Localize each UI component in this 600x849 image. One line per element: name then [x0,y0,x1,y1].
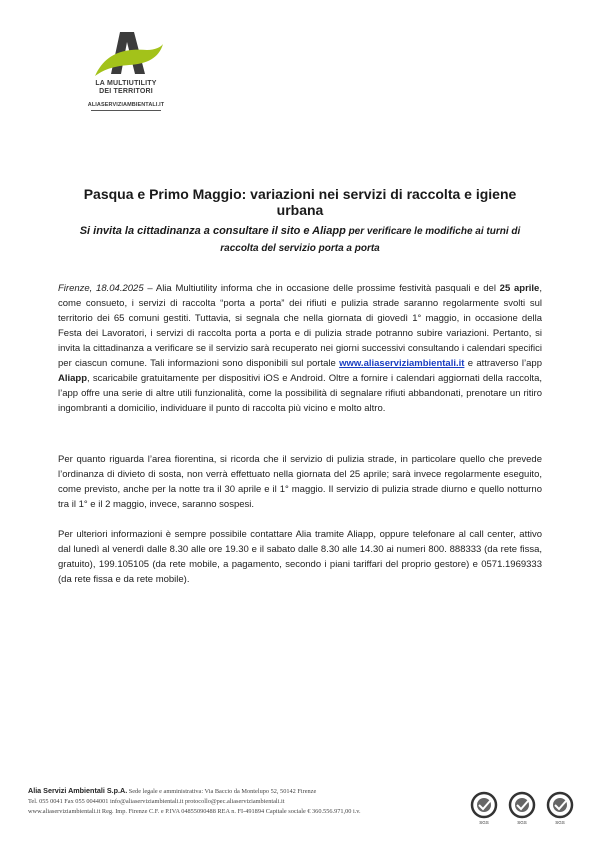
website-link[interactable]: www.aliaserviziambientali.it [339,358,465,369]
sgs-label: SGS [479,820,489,825]
press-release-title: Pasqua e Primo Maggio: variazioni nei servizi di raccolta e igiene urbana [83,186,517,218]
paragraph-3: Per ulteriori informazioni è sempre possibile contattare Alia tramite Aliapp, oppure telefonare al call center, attivo dal lunedì al venerdì dalle 8.30 alle ore 19.30 e il sabato dalle 8.30 alle 14.30 ai numeri 800. 888333 (da rete fissa, gratuito), 199.105105 (da rete mobile, a pagamento, secondo i piani tariffari del proprio gestore) e 0571.1969333 (da rete fissa e da rete mobile). [58,529,542,585]
p1-text-2: , come consueto, i servizi di raccolta “porta a porta” dei rifiuti e pulizia strade saranno regolarmente svolti sul territorio dei 65 comuni gestiti. Tuttavia, si segnala che nella giornata di giovedì 1° maggio, in occasione della Festa dei Lavoratori, i servizi di raccolta porta a porta e di pulizia strade potranno subire variazioni. Pertanto, si invita la cittadinanza a verificare se il servizio sarà recuperato nei giorni successivi consultando i calendari specifici per ciascun comune. Tali informazioni sono disponibili sul portale [58,283,542,369]
p1-bold-date: 25 aprile [499,283,540,294]
certification-badges [470,790,580,830]
press-release-subtitle [60,223,540,257]
p1-text-4: , scaricabile gratuitamente per dispositivi iOS e Android. Oltre a fornire i calendari aggiornati della raccolta, l’app offre una serie di altre utili funzionalità, come la possibilità di segnalare rifiuti abbandonati, prenotare un ritiro ingombranti a domicilio, individuare il punto di raccolta più vicino e molto altro. [58,373,542,414]
release-date: Firenze, 18.04.2025 [58,283,144,294]
alia-logo [74,28,178,111]
logo-url: ALIASERVIZIAMBIENTALI.IT [87,102,165,108]
sgs-label: SGS [555,820,565,825]
p1-text-1: – Alia Multiutility informa che in occasione delle prossime festività pasquali e del [143,283,500,294]
footer-line-3: www.aliaserviziambientali.it Reg. Imp. Firenze C.F. e P.IVA 04855090488 REA n. FI-491894 Capitale sociale € 360.556.971,00 i.v. [28,808,361,815]
logo-tagline-1: LA MULTIUTILITY [95,80,157,87]
sgs-label: SGS [517,820,527,825]
sgs-certification-icon [470,790,498,830]
subtitle-rest: per verificare le modifiche ai turni di raccolta del servizio porta a porta [220,226,521,254]
alia-a-logo-icon [89,28,163,80]
sgs-certification-icon [508,790,536,830]
paragraph-1 [58,281,542,416]
footer-company: Alia Servizi Ambientali S.p.A. [28,786,128,795]
logo-tagline-2: DEI TERRITORI [99,88,153,95]
p1-app-name: Aliapp [58,373,88,384]
logo-underline [91,110,161,111]
paragraph-2: Per quanto riguarda l’area fiorentina, si ricorda che il servizio di pulizia strade, in particolare quello che prevede l’ordinanza di divieto di sosta, non verrà effettuato nella giornata del 25 aprile; sarà invece regolarmente eseguito, come previsto, anche per la notte tra il 30 aprile e il 1° maggio. Il servizio di pulizia strade diurno e quello notturno tra il 1° e il 2 maggio, invece, saranno sospesi. [58,454,542,510]
sgs-certification-icon [546,790,574,830]
subtitle-main: Si invita la cittadinanza a consultare il sito e Aliapp [79,225,346,237]
p1-text-3: e attraverso l’app [464,358,542,369]
footer-line-2: Tel. 055 0041 Fax 055 0044001 info@aliaserviziambientali.it protocollo@pec.aliaserviziambientali.it [28,798,285,805]
footer [28,786,458,817]
footer-line-1 [28,786,458,797]
footer-address: Sede legale e amministrativa: Via Baccio da Montelupo 52, 50142 Firenze [127,788,317,795]
